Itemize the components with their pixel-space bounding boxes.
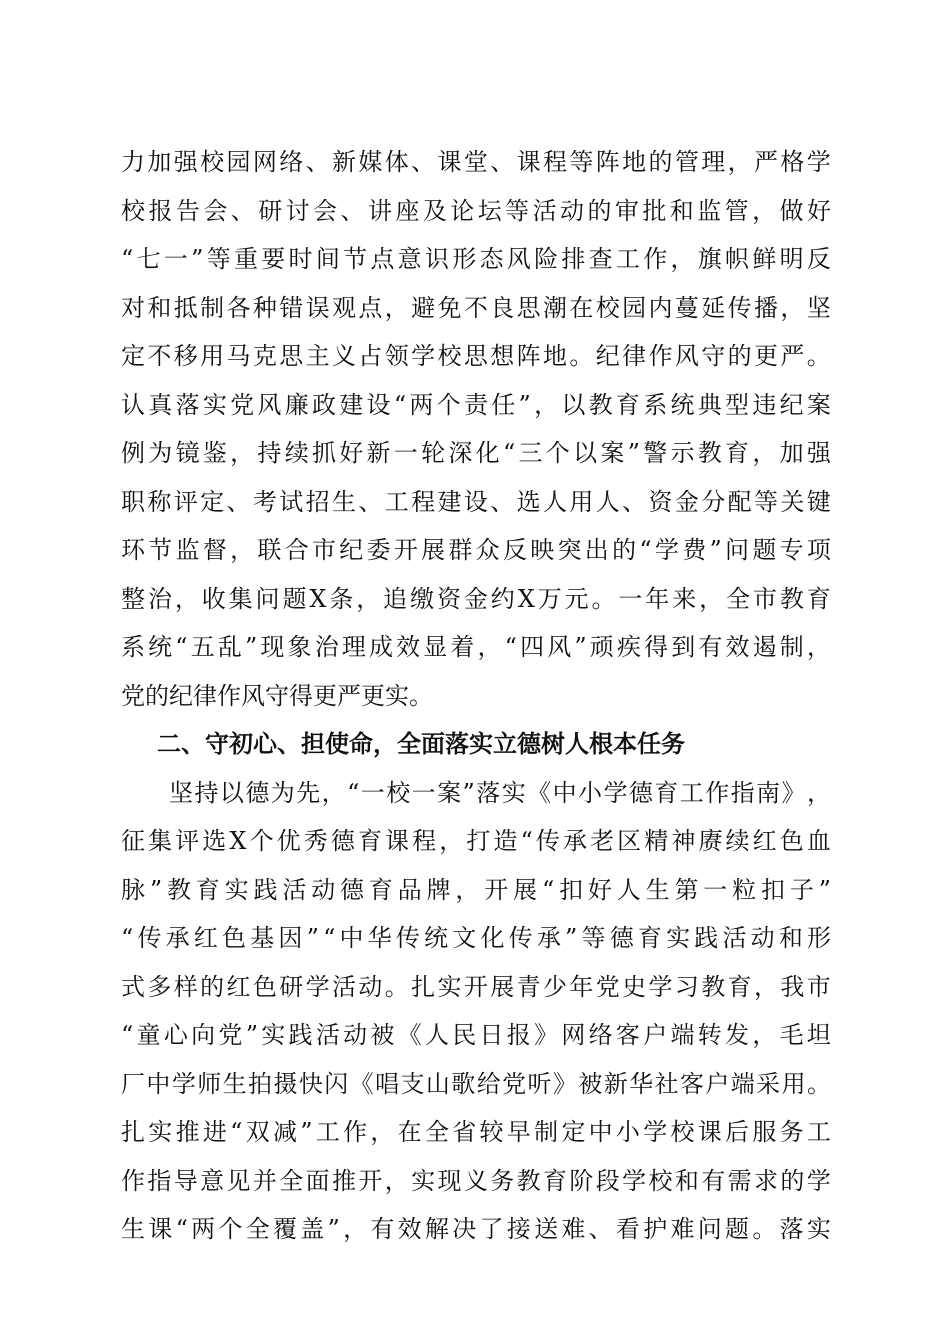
section-heading: 二、守初心、担使命，全面落实立德树人根本任务 xyxy=(157,730,685,758)
text-line: 脉 ” 教 育 实 践 活 动 德 育 品 牌 ， 开 展 “ 扣 好 人 生 第 一 粒 扣 子 ” xyxy=(121,875,831,904)
text-line: 厂 中 学 师 生 拍 摄 快 闪 《 唱 支 山 歌 给 党 听 》 被 新 华 社 客 户 端 采 用 。 xyxy=(121,1069,831,1098)
text-line: 校 报 告 会 、 研 讨 会 、 讲 座 及 论 坛 等 活 动 的 审 批 和 监 管 ， 做 好 xyxy=(121,196,831,225)
text-line: 作 指 导 意 见 并 全 面 推 开 ， 实 现 义 务 教 育 阶 段 学 校 和 有 需 求 的 学 xyxy=(121,1166,831,1195)
text-line: 整 治 ， 收 集 问 题 X 条 ， 追 缴 资 金 约 X 万 元 。 一 年 来 ， 全 市 教 育 xyxy=(121,584,831,613)
text-line: 式 多 样 的 红 色 研 学 活 动 。 扎 实 开 展 青 少 年 党 史 学 习 教 育 ， 我 市 xyxy=(121,972,831,1001)
text-line: “ 七 一 ” 等 重 要 时 间 节 点 意 识 形 态 风 险 排 查 工 作 ， 旗 帜 鲜 明 反 xyxy=(121,245,831,273)
text-line: 力 加 强 校 园 网 络 、 新 媒 体 、 课 堂 、 课 程 等 阵 地 的 管 理 ， 严 格 学 xyxy=(121,148,831,176)
text-line: “ 童 心 向 党 ” 实 践 活 动 被 《 人 民 日 报 》 网 络 客 户 端 转 发 ， 毛 坦 xyxy=(121,1021,831,1049)
text-line: 坚 持 以 德 为 先 ， “ 一 校 一 案 ” 落 实 《 中 小 学 德 育 工 作 指 南 》 ， xyxy=(169,778,831,807)
text-line: 扎 实 推 进 “ 双 减 ” 工 作 ， 在 全 省 较 早 制 定 中 小 学 校 课 后 服 务 工 xyxy=(121,1118,831,1146)
text-line: 定 不 移 用 马 克 思 主 义 占 领 学 校 思 想 阵 地 。 纪 律 作 风 守 的 更 严 。 xyxy=(121,342,831,370)
text-line: 党的纪律作风守得更严更实。 xyxy=(121,681,433,710)
text-line: 系 统 “ 五 乱 ” 现 象 治 理 成 效 显 着 ， “ 四 风 ” 顽 疾 得 到 有 效 遏 制 ， xyxy=(121,633,831,661)
text-line: 认 真 落 实 党 风 廉 政 建 设 “ 两 个 责 任 ” ， 以 教 育 系 统 典 型 违 纪 案 xyxy=(121,390,831,419)
text-line: 生 课 “ 两 个 全 覆 盖 ” ， 有 效 解 决 了 接 送 难 、 看 护 难 问 题 。 落 实 xyxy=(121,1215,831,1243)
text-line: 例 为 镜 鉴 ， 持 续 抓 好 新 一 轮 深 化 “ 三 个 以 案 ” 警 示 教 育 ， 加 强 xyxy=(121,439,831,467)
text-line: 环 节 监 督 ， 联 合 市 纪 委 开 展 群 众 反 映 突 出 的 “ 学 费 ” 问 题 专 项 xyxy=(121,536,831,564)
text-line: 职 称 评 定 、 考 试 招 生 、 工 程 建 设 、 选 人 用 人 、 资 金 分 配 等 关 键 xyxy=(121,487,831,516)
text-line: 征 集 评 选 X 个 优 秀 德 育 课 程 ， 打 造 “ 传 承 老 区 精 神 赓 续 红 色 血 xyxy=(121,827,831,855)
text-line: 对 和 抵 制 各 种 错 误 观 点 ， 避 免 不 良 思 潮 在 校 园 内 蔓 延 传 播 ， 坚 xyxy=(121,293,831,322)
text-line: “ 传 承 红 色 基 因 ” “ 中 华 传 统 文 化 传 承 ” 等 德 育 实 践 活 动 和 形 xyxy=(121,924,831,952)
document-body xyxy=(121,138,831,1254)
